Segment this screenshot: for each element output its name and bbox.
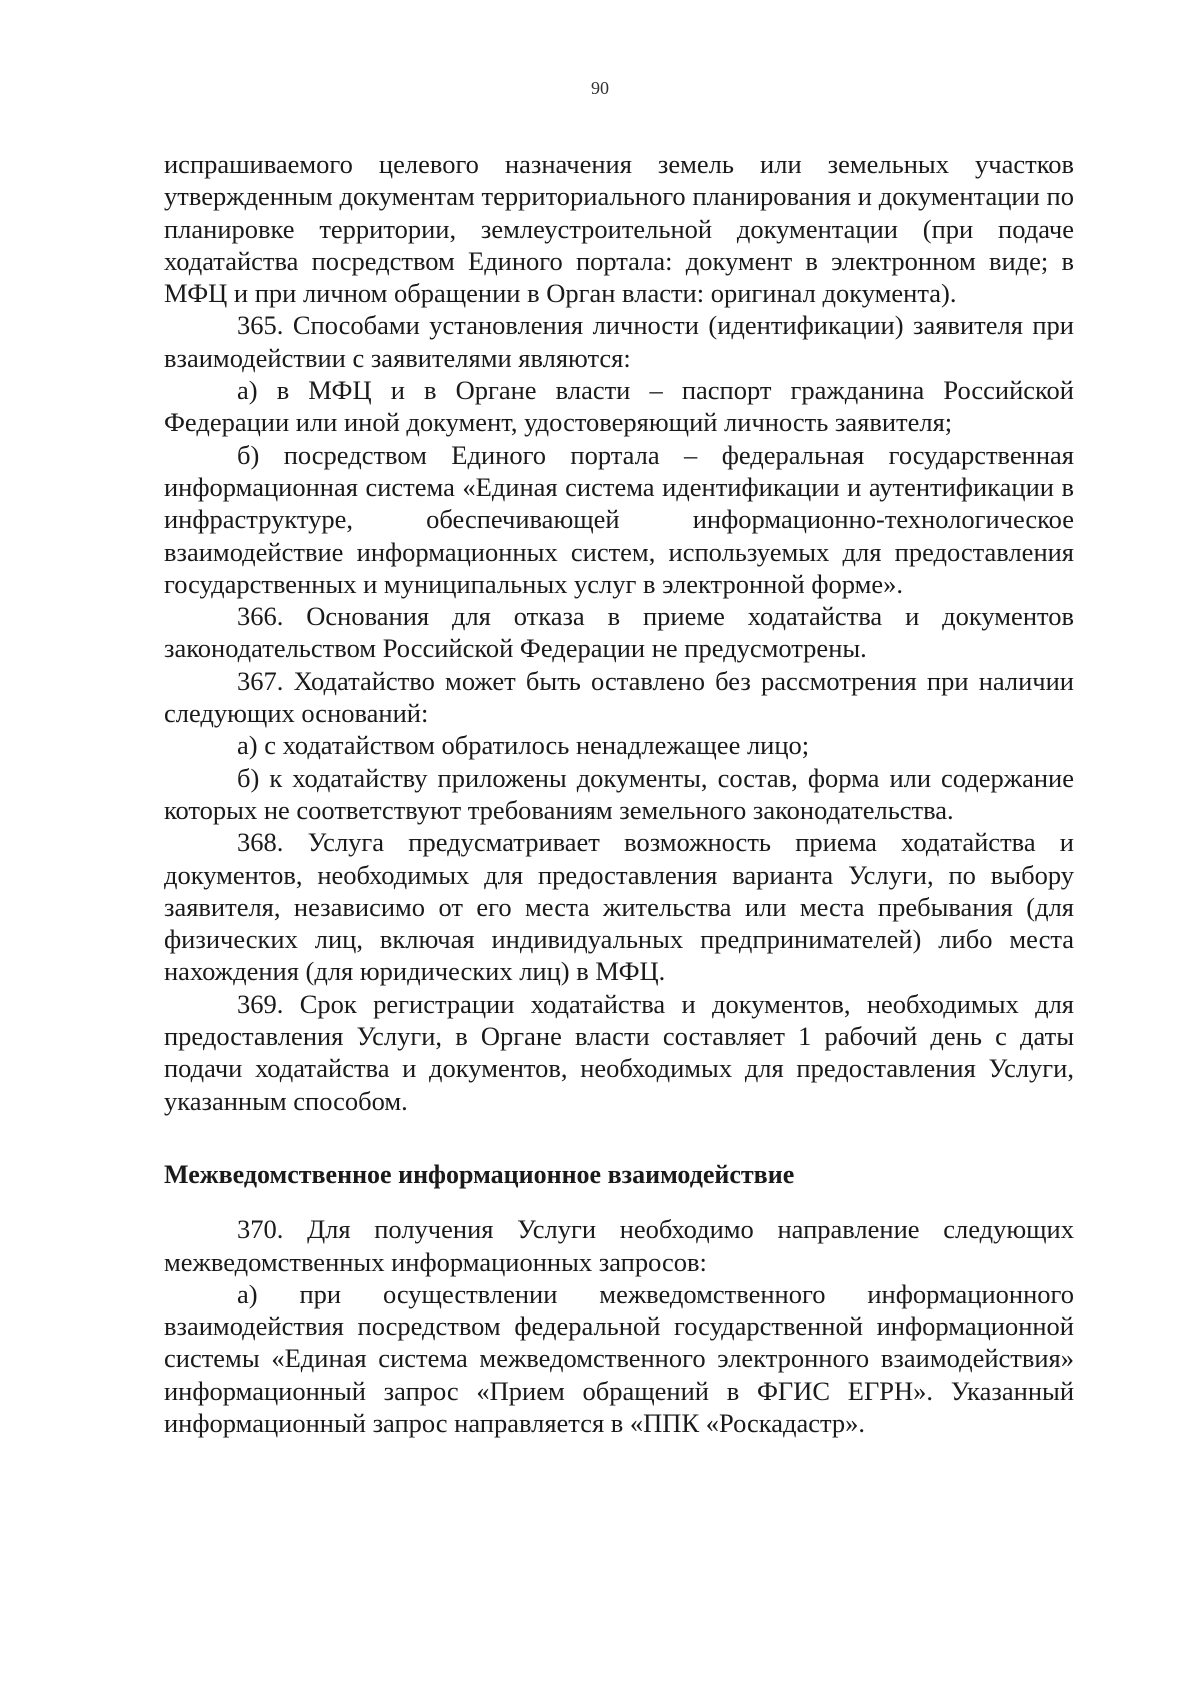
- paragraph-366: 366. Основания для отказа в приеме ходатайства и документов законодательством Российской Федерации не предусмотрены.: [164, 601, 1074, 664]
- paragraph-367-a: а) с ходатайством обратилось ненадлежащее лицо;: [237, 730, 810, 761]
- paragraph-365: 365. Способами установления личности (идентификации) заявителя при взаимодействии с заявителями являются:: [164, 310, 1074, 373]
- paragraph-365-a: а) в МФЦ и в Органе власти – паспорт гражданина Российской Федерации или иной документ, удостоверяющий личность заявителя;: [164, 375, 1074, 438]
- paragraph-368: 368. Услуга предусматривает возможность приема ходатайства и документов, необходимых для предоставления варианта Услуги, по выбору заявителя, независимо от его места жительства или места пребывания (для физических лиц, включая индивидуальных предпринимателей) либо места нахождения (для юридических лиц) в МФЦ.: [164, 827, 1074, 987]
- paragraph-370: 370. Для получения Услуги необходимо направление следующих межведомственных информационных запросов:: [164, 1214, 1074, 1277]
- paragraph-continuation: испрашиваемого целевого назначения земель или земельных участков утвержденным документам территориального планирования и документации по планировке территории, землеустроительной документации (при подаче ходатайства посредством Единого портала: документ в электронном виде; в МФЦ и при личном обращении в Орган власти: оригинал документа).: [164, 149, 1074, 309]
- paragraph-369: 369. Срок регистрации ходатайства и документов, необходимых для предоставления Услуги, в Органе власти составляет 1 рабочий день с даты подачи ходатайства и документов, необходимых для предоставления Услуги, указанным способом.: [164, 988, 1074, 1116]
- document-body: [164, 148, 1074, 1439]
- paragraph-367-b: б) к ходатайству приложены документы, состав, форма или содержание которых не соответствуют требованиям земельного законодательства.: [164, 762, 1074, 825]
- paragraph-367: 367. Ходатайство может быть оставлено без рассмотрения при наличии следующих оснований:: [164, 665, 1074, 729]
- section-heading: Межведомственное информационное взаимодействие: [164, 1159, 795, 1189]
- page-number: 90: [591, 78, 609, 98]
- paragraph-365-b: б) посредством Единого портала – федеральная государственная информационная система «Единая система идентификации и аутентификации в инфраструктуре, обеспечивающей информационно-технологическое взаимодействие информационных систем, используемых для предоставления государственных и муниципальных услуг в электронной форме».: [164, 439, 1074, 599]
- paragraph-370-a: а) при осуществлении межведомственного информационного взаимодействия посредством федеральной государственной информационной системы «Единая система межведомственного электронного взаимодействия» информационный запрос «Прием обращений в ФГИС ЕГРН». Указанный информационный запрос направляется в «ППК «Роскадастр».: [164, 1278, 1074, 1438]
